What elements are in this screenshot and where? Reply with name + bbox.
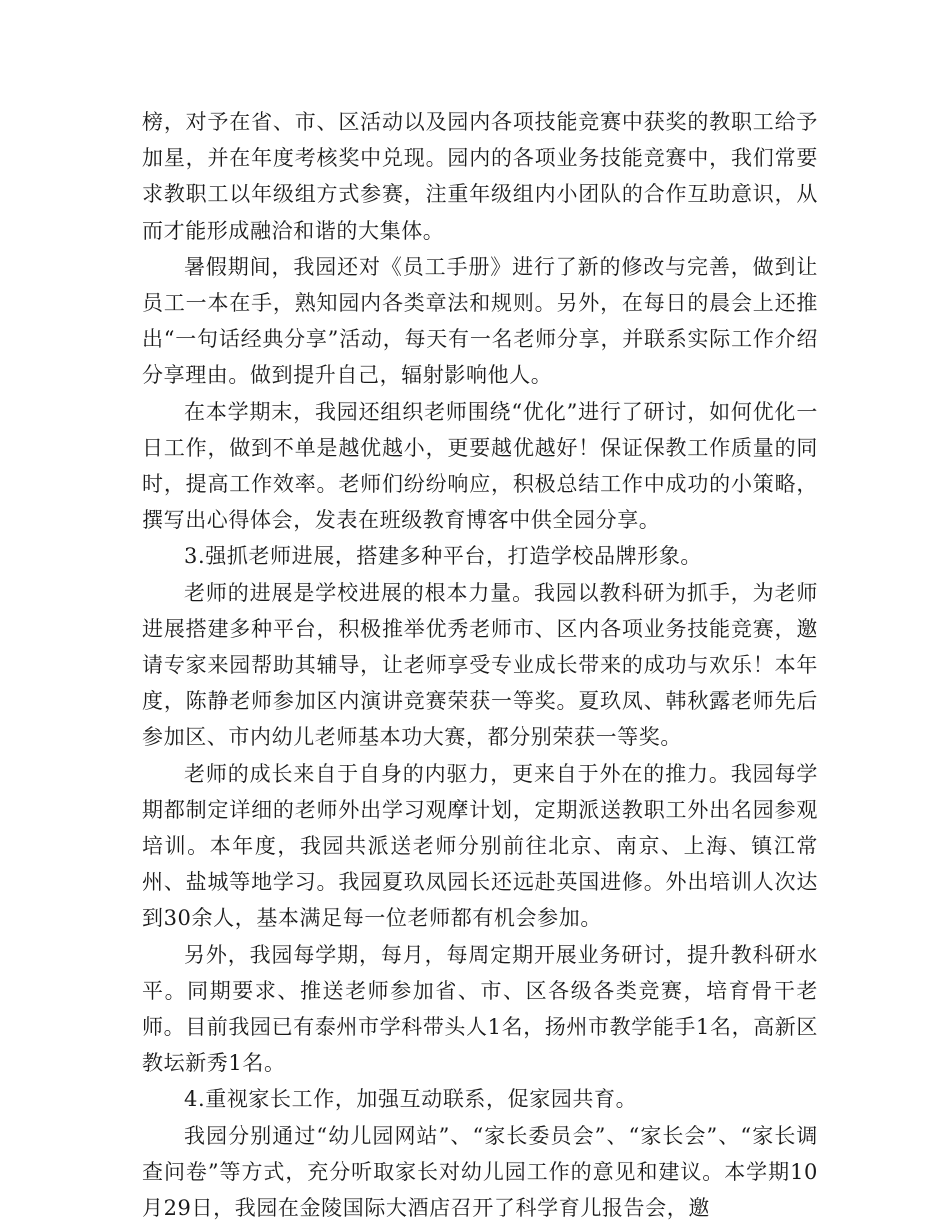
section-heading: 4.重视家长工作，加强互动联系，促家园共育。 — [184, 1087, 638, 1112]
paragraph: 另外，我园每学期，每月，每周定期开展业务研讨，提升教科研水平。同期要求、推送老师参加省、市、区各级各类竞赛，培育骨干老师。目前我园已有泰州市学科带头人1名，扬州市教学能手1名，高新区教坛新秀1名。 — [142, 942, 818, 1076]
paragraph: 我园分别通过“幼儿园网站”、“家长委员会”、“家长会”、“家长调查问卷”等方式，充分听取家长对幼儿园工作的意见和建议。本学期10月29日，我园在金陵国际大酒店召开了科学育儿报告会，邀 — [142, 1123, 818, 1221]
paragraph: 老师的进展是学校进展的根本力量。我园以教科研为抓手，为老师进展搭建多种平台，积极推举优秀老师市、区内各项业务技能竞赛，邀请专家来园帮助其辅导，让老师享受专业成长带来的成功与欢乐！本年度，陈静老师参加区内演讲竞赛荣获一等奖。夏玖凤、韩秋露老师先后参加区、市内幼儿老师基本功大赛，都分别荣获一等奖。 — [142, 580, 818, 750]
document-body — [142, 104, 818, 1226]
paragraph: 老师的成长来自于自身的内驱力，更来自于外在的推力。我园每学期都制定详细的老师外出学习观摩计划，定期派送教职工外出名园参观培训。本年度，我园共派送老师分别前往北京、南京、上海、镇江常州、盐城等地学习。我园夏玖凤园长还远赴英国进修。外出培训人次达到30余人，基本满足每一位老师都有机会参加。 — [142, 761, 818, 931]
paragraph: 在本学期末，我园还组织老师围绕“优化”进行了研讨，如何优化一日工作，做到不单是越优越小，更要越优越好！保证保教工作质量的同时，提高工作效率。老师们纷纷响应，积极总结工作中成功的小策略，撰写出心得体会，发表在班级教育博客中供全园分享。 — [142, 399, 818, 533]
section-heading: 3.强抓老师进展，搭建多种平台，打造学校品牌形象。 — [184, 544, 703, 569]
paragraph: 榜，对予在省、市、区活动以及园内各项技能竞赛中获奖的教职工给予加星，并在年度考核奖中兑现。园内的各项业务技能竞赛中，我们常要求教职工以年级组方式参赛，注重年级组内小团队的合作互助意识，从而才能形成融洽和谐的大集体。 — [142, 110, 818, 243]
paragraph: 暑假期间，我园还对《员工手册》进行了新的修改与完善，做到让员工一本在手，熟知园内各类章法和规则。另外，在每日的晨会上还推出“一句话经典分享”活动，每天有一名老师分享，并联系实际工作介绍分享理由。做到提升自己，辐射影响他人。 — [142, 254, 818, 388]
